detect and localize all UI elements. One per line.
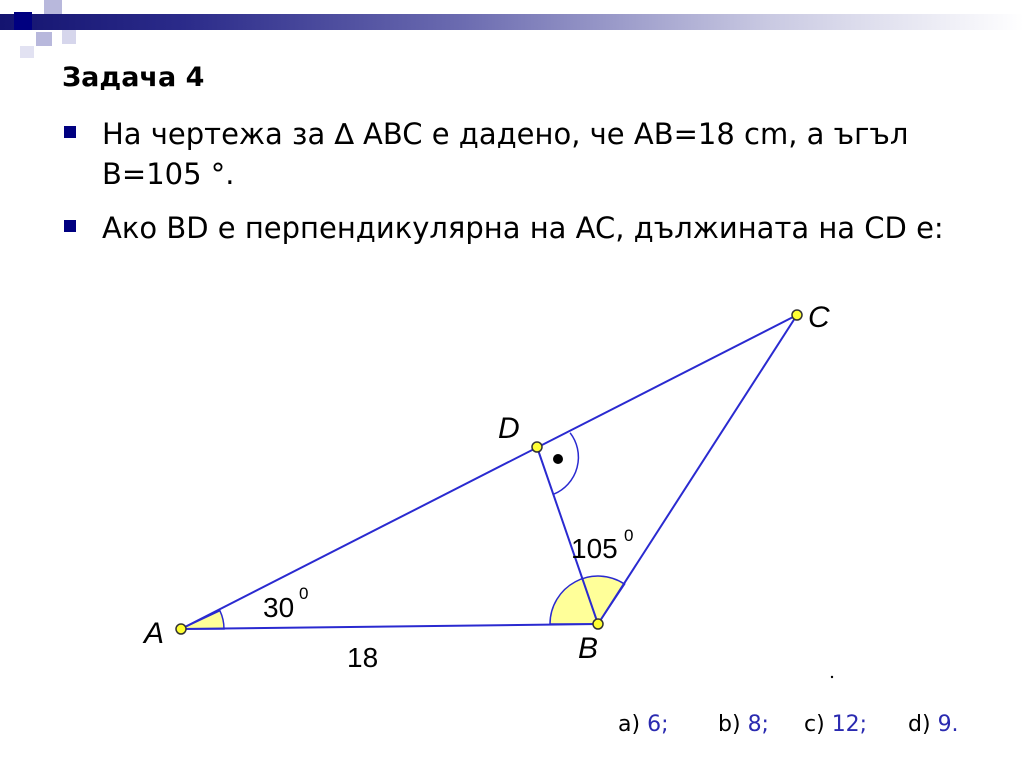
- answer-value: 6;: [647, 712, 669, 737]
- side-ac: [181, 315, 797, 629]
- label-b: B: [578, 632, 599, 665]
- answer-value: 9.: [937, 712, 959, 737]
- bullet-text: Ако BD е перпендикулярна на AC, дължината на CD е:: [102, 211, 944, 245]
- angle-b-label: 105: [571, 533, 618, 564]
- point-a: [176, 624, 186, 634]
- point-b: [593, 619, 603, 629]
- answer-option-c: [804, 712, 867, 737]
- side-ab: [181, 624, 598, 629]
- angle-a-label: 30: [263, 592, 295, 623]
- angle-b-degree: 0: [624, 526, 634, 545]
- stray-dot: [831, 676, 833, 678]
- answer-option-b: [718, 712, 769, 737]
- answer-value: 12;: [831, 712, 868, 737]
- answer-letter: a): [618, 712, 641, 737]
- right-angle-dot: [553, 454, 563, 464]
- bullet-text: На чертежа за ∆ ABC е дадено, че AB=18 cm, а ъгъл B=105 °.: [102, 117, 909, 191]
- answer-option-d: [908, 712, 959, 737]
- point-d: [532, 442, 542, 452]
- answer-option-a: [618, 712, 669, 737]
- label-c: C: [808, 301, 830, 334]
- point-c: [792, 310, 802, 320]
- answer-letter: b): [718, 712, 741, 737]
- label-d: D: [498, 412, 520, 445]
- label-a: A: [144, 617, 165, 650]
- side-ab-length: 18: [347, 642, 379, 673]
- answer-value: 8;: [747, 712, 769, 737]
- answer-letter: d): [908, 712, 931, 737]
- slide-title: Задача 4: [62, 62, 205, 93]
- side-bc: [598, 315, 797, 624]
- angle-a-degree: 0: [299, 584, 309, 603]
- answer-letter: c): [804, 712, 825, 737]
